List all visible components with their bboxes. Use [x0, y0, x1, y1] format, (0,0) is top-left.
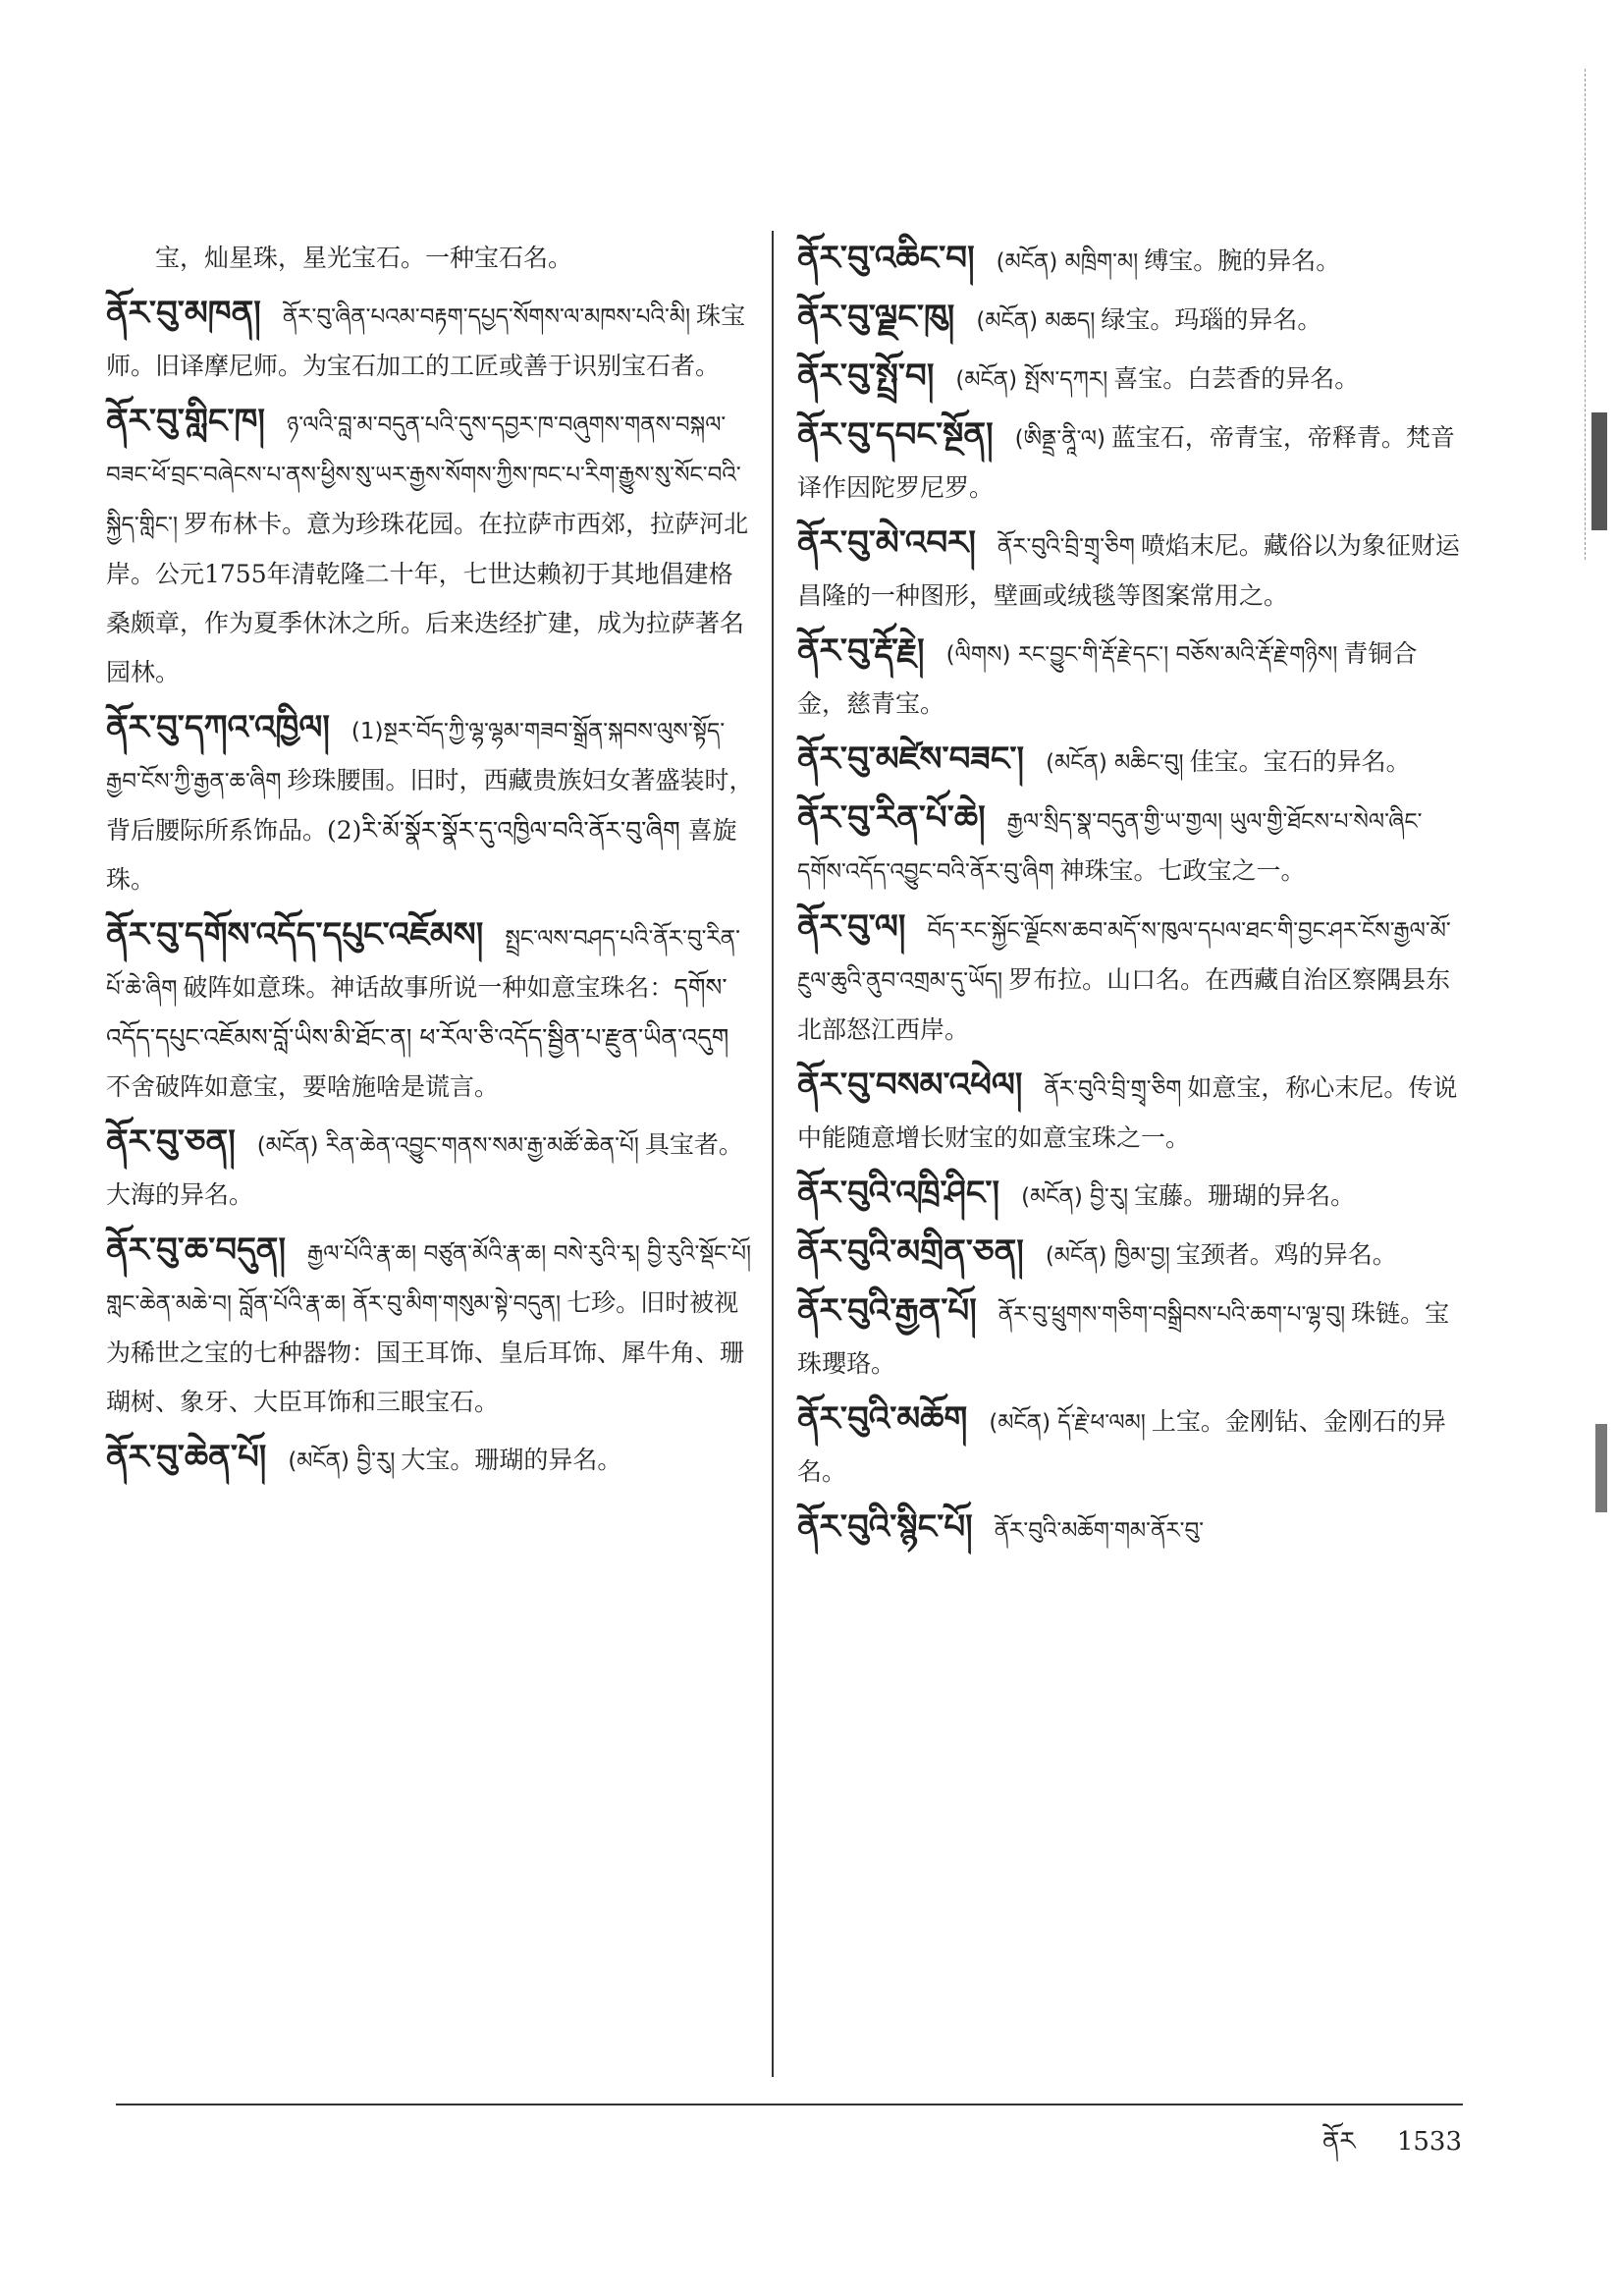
entry-tibetan-gloss: རྒྱལ་པོའི་རྣ་ཆ། བཙུན་མོའི་རྣ་ཆ། བསེ་རུའི་རྭ། བྱི་རུའི་སྡོང་པོ། གླང་ཆེན་མཆེ་བ། བློན་པོའི་རྣ་ཆ། ནོར་བུ་མིག་གསུམ་སྟེ་བདུན། [106, 1241, 752, 1317]
dictionary-entry [797, 1169, 1465, 1222]
dictionary-entry [797, 902, 1465, 1055]
entry-definition: 喷焰末尼。藏俗以为象征财运昌隆的一种图形，壁画或绒毯等图案常用之。 [797, 531, 1460, 610]
dictionary-entry [797, 519, 1465, 621]
dictionary-entry [106, 703, 754, 904]
entry-definition: 如意宝，称心末尼。传说中能随意增长财宝的如意宝珠之一。 [797, 1073, 1458, 1152]
entry-tibetan-gloss: ནོར་བུ་ཞིན་པའམ་བརྟག་དཔྱད་སོགས་ལ་མཁས་པའི་མི། [282, 304, 691, 330]
entry-definition: 大宝。珊瑚的异名。 [401, 1446, 622, 1474]
entry-definition: 七珍。旧时被视为稀世之宝的七种器物：国王耳饰、皇后耳饰、犀牛角、珊瑚树、象牙、大臣耳饰和三眼宝石。 [106, 1288, 745, 1416]
entry-tibetan-gloss: (མངོན) མཆིང་བུ། [1046, 750, 1184, 776]
entry-definition: 破阵如意珠。神话故事所说一种如意宝珠名：དགོས་འདོད་དཔུང་འཇོམས་བློ་ཡིས་མི་ཐོང་ན། ཕ་རོལ་ཅི་འདོད་སྦྱིན་པ་རྫུན་ཡིན་འདུག 不舍破阵如意宝，要啥施啥是谎言。 [106, 973, 729, 1101]
entry-definition: 珍珠腰围。旧时，西藏贵族妇女著盛装时，背后腰际所系饰品。(2)རི་མོ་སྣོར་སྣོར་དུ་འཁྱིལ་བའི་ནོར་བུ་ཞིག 喜旋珠。 [106, 766, 754, 894]
dictionary-entry [106, 289, 754, 391]
entry-definition: 珠链。宝珠瓔珞。 [797, 1299, 1450, 1378]
footer-rule [116, 2104, 1463, 2105]
entry-definition: 绿宝。玛瑙的异名。 [1101, 305, 1322, 334]
dictionary-entry [797, 1394, 1465, 1497]
entry-headword: ནོར་བུའི་མགྲིན་ཅན། [797, 1232, 1024, 1272]
entry-headword: ནོར་བུ་ཆེན་པོ། [106, 1438, 267, 1477]
entry-headword: ནོར་བུ་སྤྲོ་བ། [797, 356, 935, 396]
entry-tibetan-gloss: (མངོན) བྱི་རུ། [1021, 1184, 1129, 1210]
entry-headword: ནོར་བུ་མེ་འབར། [797, 523, 976, 563]
entry-headword: ནོར་བུ་ལྗང་ཁུ། [797, 298, 955, 337]
dictionary-entry [797, 410, 1465, 513]
entry-definition: 缚宝。腕的异名。 [1144, 246, 1341, 275]
dictionary-entry [106, 1433, 754, 1486]
entry-tibetan-gloss: རྒྱལ་སྲིད་སྣ་བདུན་གྱི་ཡ་གྱལ། ཡུལ་གྱི་ཐོངས་པ་སེལ་ཞིང་དགོས་འདོད་འབྱུང་བའི་ནོར་བུ་ཞིག [797, 809, 1423, 885]
dictionary-entry [797, 234, 1465, 287]
entry-definition: 具宝者。大海的异名。 [106, 1130, 743, 1209]
entry-definition: 青铜合金，慈青宝。 [797, 639, 1418, 718]
entry-definition: 珠宝师。旧译摩尼师。为宝石加工的工匠或善于识别宝石者。 [106, 301, 746, 380]
entry-definition: 佳宝。宝石的异名。 [1189, 747, 1411, 776]
entry-headword: ནོར་བུ་གླིང་ཁ། [106, 402, 265, 441]
entry-tibetan-gloss: (མངོན) བྱི་རུ། [288, 1449, 396, 1474]
dictionary-entry [797, 627, 1465, 729]
entry-definition: 罗布拉。山口名。在西藏自治区察隅县东北部怒江西岸。 [797, 965, 1451, 1044]
entry-tibetan-gloss: (1)སྔར་བོད་ཀྱི་ལྷ་ལྷམ་གཟབ་སྒྲོན་སྐབས་ལུས་སྟོད་རྒྱབ་ངོས་ཀྱི་རྒྱན་ཆ་ཞིག [106, 719, 726, 794]
entry-headword: ནོར་བུའི་སྙིང་པོ། [797, 1507, 973, 1547]
dictionary-entry [106, 1118, 754, 1220]
entry-tibetan-gloss: ནོར་བུ་ཕྲུགས་གཅིག་བསྒྲིབས་པའི་ཆག་པ་ལྷ་བུ། [997, 1302, 1346, 1328]
entry-tibetan-gloss: (མངོན) སྤོས་དཀར། [955, 367, 1108, 393]
dictionary-entry [106, 234, 754, 283]
dictionary-entry [797, 735, 1465, 788]
scan-edge-bar [1591, 412, 1607, 530]
entry-headword: ནོར་བུ་དབང་སྔོན། [797, 415, 994, 455]
column-divider [772, 231, 774, 2077]
entry-headword: ནོར་བུའི་མཆོག [797, 1399, 968, 1439]
entry-headword: ནོར་བུ་མཛེས་བཟང་། [797, 739, 1025, 779]
entry-headword: ནོར་བུ་བསམ་འཕེལ། [797, 1066, 1023, 1105]
entry-tibetan-gloss: ཉ་ལའི་བླ་མ་བདུན་པའི་དུས་དབྱར་ཁ་བཞུགས་གནས་བསྐལ་བཟང་ཕོ་བྲང་བཞེངས་པ་ནས་ཕྱིས་སུ་ཡར་རྒྱས་སོགས་ཀྱིས་ཁང་པ་རིག་རྒྱུས་སུ་སོང་བའི་སྐྱིད་གླིང་། [106, 412, 741, 538]
entry-headword: ནོར་བུ་དཀའ་འཁྱིལ། [106, 708, 330, 747]
entry-definition: 蓝宝石，帝青宝，帝释青。梵音译作因陀罗尼罗。 [797, 423, 1455, 502]
entry-headword: ནོར་བུའི་འཁྲི་ཤིང་། [797, 1174, 1000, 1213]
entry-tibetan-gloss: (མངོན) མཁྲིག་མ། [996, 249, 1139, 275]
dictionary-entry [797, 352, 1465, 405]
entry-headword: ནོར་བུ་རིན་པོ་ཆེ། [797, 798, 986, 838]
entry-definition: 罗布林卡。意为珍珠花园。在拉萨市西郊，拉萨河北岸。公元1755年清乾隆二十年，七世达赖初于其地倡建格桑颇章，作为夏季休沐之所。后来迭经扩建，成为拉萨著名园林。 [106, 510, 749, 686]
entry-definition: 喜宝。白芸香的异名。 [1113, 364, 1360, 393]
entry-definition: 上宝。金刚钻、金刚石的异名。 [797, 1407, 1446, 1486]
entry-definition: 宝藤。珊瑚的异名。 [1134, 1181, 1356, 1210]
entry-tibetan-gloss: སྤྲང་ལས་བཤད་པའི་ནོར་བུ་རིན་པོ་ཆེ་ཞིག [106, 926, 740, 1002]
entry-headword: ནོར་བུ་ཆ་བདུན། [106, 1230, 286, 1270]
entry-tibetan-gloss: ནོར་བུའི་བྲི་གྲྭ་ཅིག [997, 534, 1135, 560]
dictionary-entry [797, 793, 1465, 897]
entry-headword: ནོར་བུ་དགོས་འདོད་དཔུང་འཇོམས། [106, 915, 484, 955]
entry-tibetan-gloss: (ལིགས) རང་བྱུང་གི་རྡོ་རྗེ་དང་། བཅོས་མའི་རྡོ་རྗེ་གཉིས། [945, 642, 1338, 668]
scan-edge-bar [1595, 1424, 1607, 1512]
entry-tibetan-gloss: (མངོན) དོ་རྗེ་ཕ་ལམ། [989, 1410, 1146, 1436]
entry-definition: 宝，灿星珠，星光宝石。一种宝石名。 [155, 244, 573, 272]
entry-definition: 宝颈者。鸡的异名。 [1175, 1240, 1397, 1269]
page-footer [1322, 2113, 1462, 2185]
dictionary-entry [797, 293, 1465, 346]
page-number: 1533 [1396, 2127, 1462, 2157]
entry-tibetan-gloss: ནོར་བུའི་མཆོག་གམ་ནོར་བུ་ [994, 1518, 1205, 1544]
entry-headword: ནོར་བུའི་རྒྱན་པོ། [797, 1291, 977, 1331]
dictionary-entry [106, 910, 754, 1112]
entry-tibetan-gloss: བོད་རང་སྐྱོང་ལྗོངས་ཆབ་མདོ་ས་ཁུལ་དཔལ་ཐང་གི་བྱང་ཤར་ངོས་རྒྱལ་མོ་རྔུལ་ཆུའི་ནུབ་འགྲམ་དུ་ཡོད། [797, 918, 1451, 994]
dictionary-entry [106, 1226, 754, 1427]
entry-headword: ནོར་བུ་ལ། [797, 907, 906, 947]
dictionary-entry [797, 1061, 1465, 1163]
entry-definition: 神珠宝。七政宝之一。 [1059, 856, 1306, 885]
dictionary-entry [106, 397, 754, 697]
left-column [106, 234, 754, 1492]
dictionary-entry [797, 1228, 1465, 1281]
dictionary-entry [797, 1286, 1465, 1389]
footer-guide-word: ནོར [1322, 2127, 1356, 2157]
right-column [797, 234, 1465, 1561]
entry-tibetan-gloss: (ཨིནྡྲ་ནཱི་ལ) [1014, 426, 1105, 452]
entry-tibetan-gloss: ནོར་བུའི་བྲི་གྲྭ་ཅིག [1044, 1076, 1182, 1102]
entry-headword: ནོར་བུ་ཅན། [106, 1122, 236, 1162]
dictionary-entry [797, 1503, 1465, 1556]
entry-headword: ནོར་བུ་རྡོ་རྗེ། [797, 631, 925, 671]
entry-headword: ནོར་བུ་འཆིང་བ། [797, 239, 975, 278]
entry-tibetan-gloss: (མངོན) ཁྱིམ་བྱ། [1045, 1243, 1170, 1269]
entry-headword: ནོར་བུ་མཁན། [106, 294, 261, 333]
entry-tibetan-gloss: (མངོན) མཆད། [976, 308, 1096, 334]
entry-tibetan-gloss: (མངོན) རིན་ཆེན་འབྱུང་གནས་སམ་རྒྱ་མཚོ་ཆེན་པོ། [256, 1133, 639, 1159]
